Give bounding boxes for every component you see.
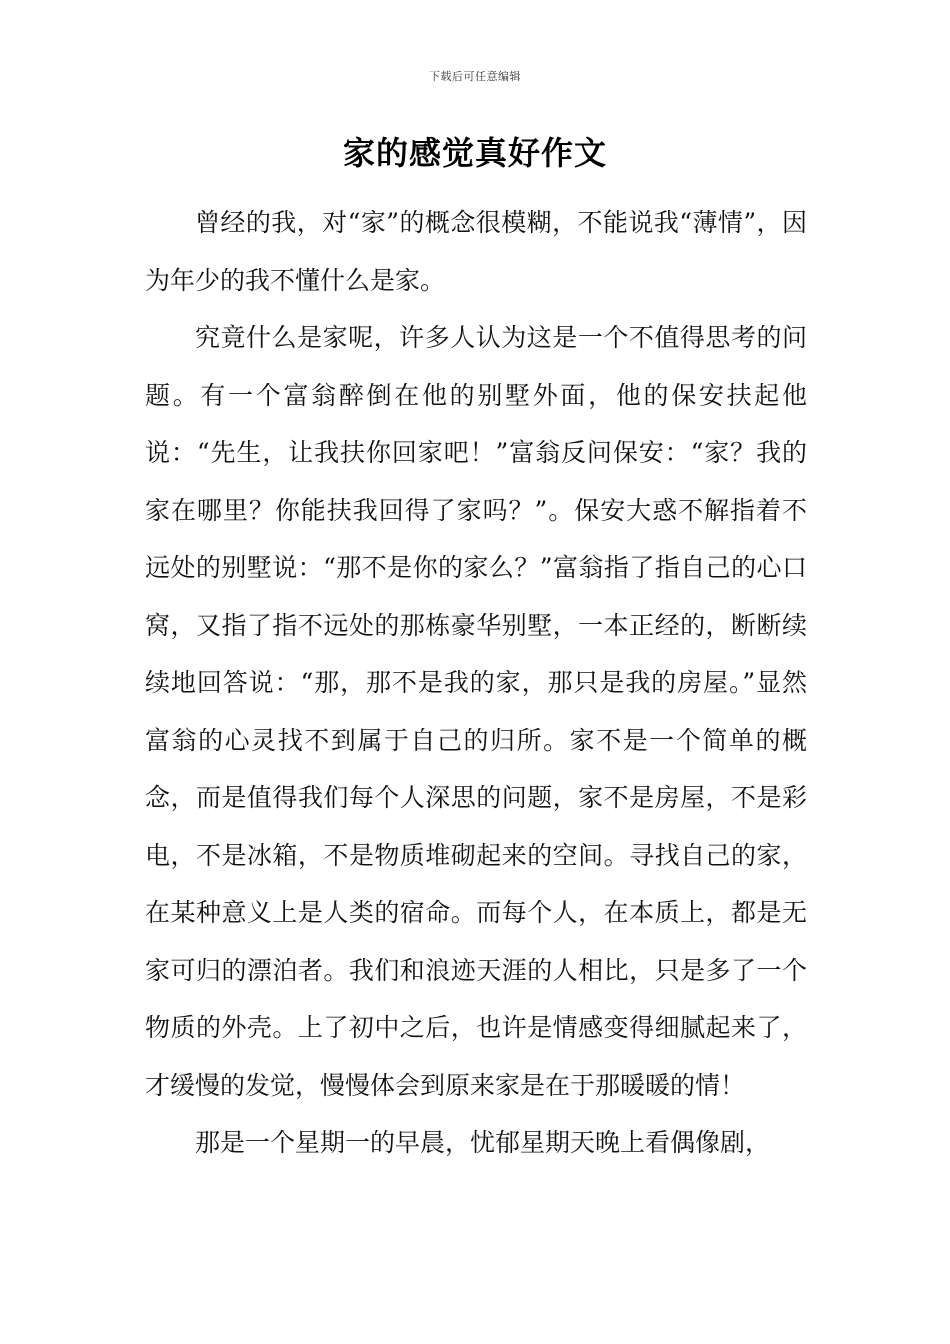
paragraph: 那是一个星期一的早晨，忧郁星期天晚上看偶像剧， [195,1128,771,1157]
document-body [145,194,807,1172]
download-note: 下载后可任意编辑 [429,70,521,83]
paragraph: 究竟什么是家呢，许多人认为这是一个不值得思考的问题。有一个富翁醉倒在他的别墅外面，他的保安扶起他说：“先生，让我扶你回家吧！”富翁反问保安：“家？我的家在哪里？你能扶我回得了家吗？”。保安大惑不解指着不远处的别墅说：“那不是你的家么？”富翁指了指自己的心口窝，又指了指不远处的那栋豪华别墅，一本正经的，断断续续地回答说：“那，那不是我的家，那只是我的房屋。”显然富翁的心灵找不到属于自己的归所。家不是一个简单的概念，而是值得我们每个人深思的问题，家不是房屋，不是彩电，不是冰箱，不是物质堆砌起来的空间。寻找自己的家，在某种意义上是人类的宿命。而每个人，在本质上，都是无家可归的漂泊者。我们和浪迹天涯的人相比，只是多了一个物质的外壳。上了初中之后，也许是情感变得细腻起来了，才缓慢的发觉，慢慢体会到原来家是在于那暖暖的情！ [145,323,807,1100]
paragraph: 曾经的我，对“家”的概念很模糊，不能说我“薄情”，因为年少的我不懂什么是家。 [145,208,807,295]
document-title: 家的感觉真好作文 [342,134,607,172]
